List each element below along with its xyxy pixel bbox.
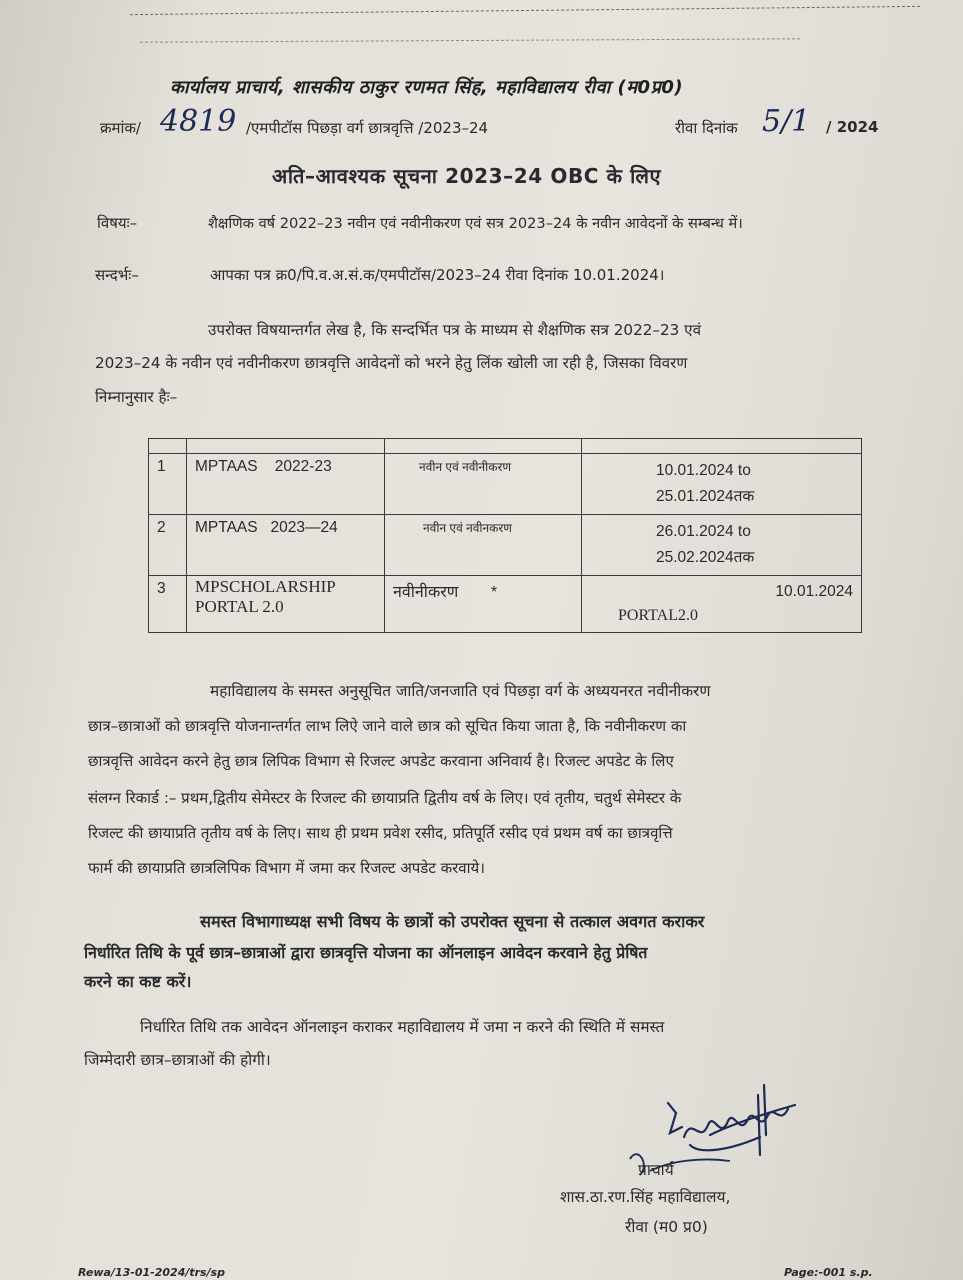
subject-text: शैक्षणिक वर्ष 2022–23 नवीन एवं नवीनीकरण एवं सत्र 2023–24 के नवीन आवेदनों के सम्बन्ध में। bbox=[208, 215, 743, 232]
row-portal: MPSCHOLARSHIP PORTAL 2.0 bbox=[187, 576, 385, 633]
kramank-label: क्रमांक/ bbox=[100, 119, 141, 137]
para2-line-4: संलग्न रिकार्ड :– प्रथम,द्वितीय सेमेस्टर के रिजल्ट की छायाप्रति द्वितीय वर्ष के लिए। एवं तृतीय, चतुर्थ सेमेस्टर के bbox=[88, 789, 682, 807]
para4-line-2: जिम्मेदारी छात्र–छात्राओं की होगी। bbox=[84, 1051, 271, 1069]
table-row bbox=[149, 515, 862, 576]
subject-code: /एमपीटॉस पिछड़ा वर्ग छात्रवृत्ति /2023–24 bbox=[246, 119, 489, 137]
row-date-line-2: 25.02.2024तक bbox=[656, 549, 755, 566]
row-dates bbox=[582, 454, 862, 515]
intro-line-3: निम्नानुसार हैः– bbox=[95, 388, 178, 406]
para4-line-1: निर्धारित तिथि तक आवेदन ऑनलाइन कराकर महाविद्यालय में जमा न करने की स्थिति में समस्त bbox=[140, 1018, 665, 1036]
row-type bbox=[385, 454, 582, 515]
row-type-text: नवीनीकरण bbox=[393, 584, 459, 601]
schedule-table bbox=[148, 438, 862, 633]
row-date-line-1: 10.01.2024 to bbox=[656, 462, 751, 479]
intro-line-1: उपरोक्त विषयान्तर्गत लेख है, कि सन्दर्भित पत्र के माध्यम से शैक्षणिक सत्र 2022–23 एवं bbox=[208, 321, 702, 339]
intro-line-2: 2023–24 के नवीन एवं नवीनीकरण छात्रवृत्ति आवेदनों को भरने हेतु लिंक खोली जा रही है, जिसका विवरण bbox=[95, 354, 688, 372]
row-type-text: नवीन एवं नवीनीकरण bbox=[419, 460, 512, 474]
para2-line-1: महाविद्यालय के समस्त अनुसूचित जाति/जनजाति एवं पिछड़ा वर्ग के अध्ययनरत नवीनीकरण bbox=[210, 682, 711, 700]
para3-line-2: निर्धारित तिथि के पूर्व छात्र–छात्राओं द्वारा छात्रवृत्ति योजना का ऑनलाइन आवेदन करवाने हेतु प्रेषित bbox=[84, 943, 648, 962]
table-row bbox=[149, 576, 862, 633]
para3-line-3: करने का कष्ट करें। bbox=[84, 972, 192, 991]
para2-line-3: छात्रवृत्ति आवेदन करने हेतु छात्र लिपिक विभाग से रिजल्ट अपडेट करवाना अनिवार्य है। रिजल्ट अपडेट के लिए bbox=[88, 752, 674, 770]
para2-line-5: रिजल्ट की छायाप्रति तृतीय वर्ष के लिए। साथ ही प्रथम प्रवेश रसीद, प्रतिपूर्ति रसीद एवं प्रथम वर्ष का छात्रवृत्ति bbox=[88, 824, 673, 842]
row-date-line-1: 26.01.2024 to bbox=[656, 523, 751, 540]
para2-line-6: फार्म की छायाप्रति छात्रलिपिक विभाग में जमा कर रिजल्ट अपडेट करवाये। bbox=[88, 859, 485, 877]
row-dates bbox=[582, 576, 862, 633]
row-type-mark: * bbox=[490, 584, 498, 601]
date-label: रीवा दिनांक bbox=[675, 119, 738, 137]
reference-label: सन्दर्भः– bbox=[95, 266, 139, 284]
row-date-line-2: 25.01.2024तक bbox=[656, 488, 755, 505]
signature-place: रीवा (म0 प्र0) bbox=[625, 1218, 708, 1236]
footer-left: Rewa/13-01-2024/trs/sp bbox=[78, 1266, 226, 1279]
signature-designation: प्राचार्य bbox=[638, 1161, 674, 1179]
row-portal: MPTAAS 2022-23 bbox=[187, 454, 385, 515]
para2-line-2: छात्र–छात्राओं को छात्रवृत्ति योजनान्तर्गत लाभ लिऐ जाने वाले छात्र को सूचित किया जाता है, कि नवीनीकरण का bbox=[88, 717, 687, 735]
footer-right: Page:-001 s.p. bbox=[784, 1266, 873, 1279]
row-type bbox=[385, 576, 582, 633]
table-row bbox=[149, 454, 862, 515]
signature-college: शास.ठा.रण.सिंह महाविद्यालय, bbox=[560, 1188, 731, 1206]
row-sno: 1 bbox=[149, 454, 187, 515]
row-type-text: नवीन एवं नवीनकरण bbox=[423, 521, 512, 535]
subject-label: विषयः– bbox=[97, 214, 138, 232]
row-type bbox=[385, 515, 582, 576]
row-date-line-1: 10.01.2024 bbox=[775, 583, 853, 600]
row-dates bbox=[582, 515, 862, 576]
para3-line-1: समस्त विभागाध्यक्ष सभी विषय के छात्रों को उपरोक्त सूचना से तत्काल अवगत कराकर bbox=[200, 912, 705, 931]
date-handwritten: 5/1 bbox=[762, 104, 811, 139]
table-header-row bbox=[149, 439, 862, 454]
row-portal: MPTAAS 2023—24 bbox=[187, 515, 385, 576]
reference-text: आपका पत्र क्र0/पि.व.अ.सं.क/एमपीटॉस/2023–24 रीवा दिनांक 10.01.2024। bbox=[210, 266, 665, 284]
year: / 2024 bbox=[826, 118, 879, 136]
row-sno: 3 bbox=[149, 576, 187, 633]
office-header: कार्यालय प्राचार्य, शासकीय ठाकुर रणमत सिंह, महाविद्यालय रीवा (म0प्र0) bbox=[170, 77, 684, 98]
row-sno: 2 bbox=[149, 515, 187, 576]
kramank-number: 4819 bbox=[160, 104, 237, 139]
row-date-line-2: PORTAL2.0 bbox=[618, 607, 698, 624]
notice-title: अति–आवश्यक सूचना 2023–24 OBC के लिए bbox=[272, 164, 662, 188]
